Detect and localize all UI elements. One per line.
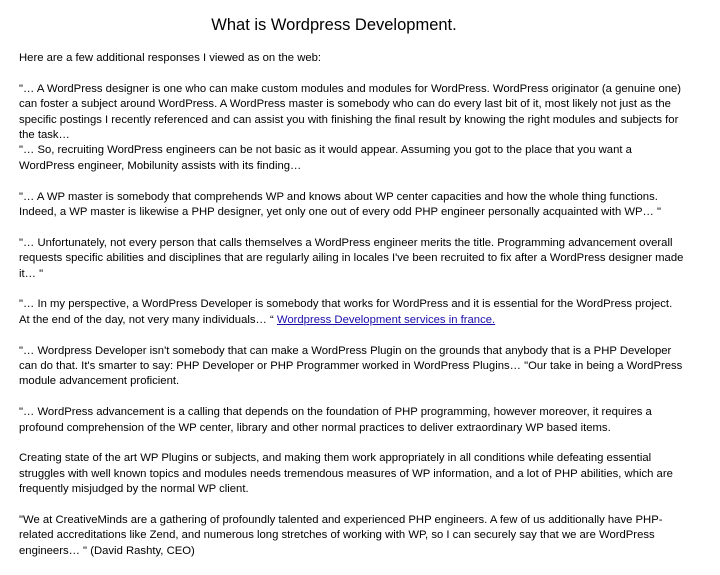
paragraph-3: "… A WP master is somebody that comprehends WP and knows about WP center capacities and how the whole thing functions. Indeed, a WP master is likewise a PHP designer, yet only one out of every odd PHP engineer personally acquainted with WP… " <box>19 190 662 219</box>
paragraph-5-text: "… In my perspective, a WordPress Developer is somebody that works for WordPress and it is essential for the WordPress project. At the end of the day, not very many individuals… “ <box>19 298 673 326</box>
article-body <box>19 51 685 575</box>
services-link[interactable]: Wordpress Development services in france. <box>276 313 496 326</box>
paragraph-6: "… Wordpress Developer isn't somebody that can make a WordPress Plugin on the grounds that anybody that is a PHP Developer can do that. It's smarter to say: PHP Developer or PHP Programmer worked in WordPress Plugins… "Our take in being a WordPress module advancement proficient. <box>19 344 683 388</box>
paragraph-8: Creating state of the art WP Plugins or subjects, and making them work appropriately in all conditions while defeating essential struggles with well known topics and modules needs tremendous measures of WP information, and a lot of PHP abilities, which are frequently misjudged by the normal WP client. <box>19 452 673 496</box>
paragraph-7: "… WordPress advancement is a calling that depends on the foundation of PHP programming, however moreover, it requires a profound comprehension of the WP center, library and other normal practices to deliver extraordinary WP based items. <box>19 406 652 434</box>
paragraph-4: "… Unfortunately, not every person that calls themselves a WordPress engineer merits the title. Programming advancement overall requests specific abilities and disciplines that are regularly ailing in locales I've been recruited to fix after a WordPress designer made it… " <box>19 236 684 280</box>
paragraph-2: "… So, recruiting WordPress engineers can be not basic as it would appear. Assuming you got to the place that you want a WordPress engineer, Mobilunity assists with its finding… <box>19 144 632 172</box>
paragraph-9: "We at CreativeMinds are a gathering of profoundly talented and experienced PHP engineers. A few of us additionally have PHP-related accreditations like Zend, and numerous long stretches of working with WP, so I can securely say that we are WordPress engineers… " (David Rashty, CEO) <box>19 514 663 557</box>
paragraph-1: "… A WordPress designer is one who can make custom modules and modules for WordPress. WordPress originator (a genuine one) can foster a subject around WordPress. A WordPress master is somebody who can do every last bit of it, most likely not just as the specific postings I recently referenced and can assist you with finishing the final result by knowing the right modules and subjects for the task… <box>19 82 682 142</box>
paragraph-5 <box>19 297 685 328</box>
page-title: What is Wordpress Development. <box>211 16 457 34</box>
intro-paragraph: Here are a few additional responses I viewed as on the web: <box>19 52 322 64</box>
